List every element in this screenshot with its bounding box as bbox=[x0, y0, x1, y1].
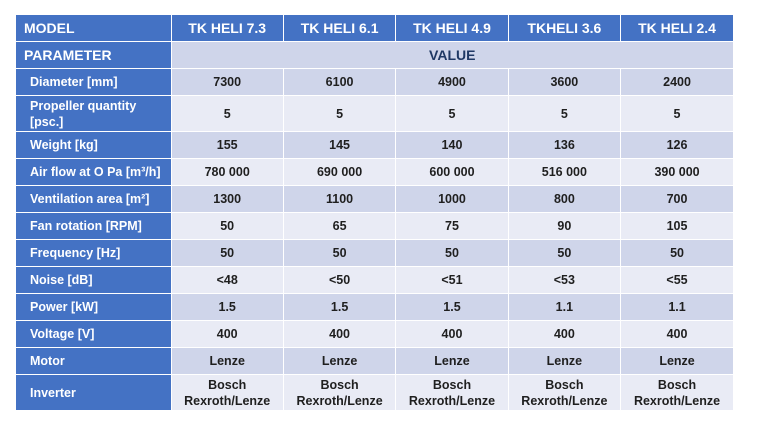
value-cell: 140 bbox=[396, 132, 508, 159]
value-cell: 2400 bbox=[621, 69, 733, 96]
table-row bbox=[16, 294, 733, 321]
value-cell: 126 bbox=[621, 132, 733, 159]
value-cell: 50 bbox=[621, 240, 733, 267]
table-row bbox=[16, 132, 733, 159]
subheader-row bbox=[16, 42, 733, 69]
value-cell: 1300 bbox=[171, 186, 283, 213]
value-cell: Lenze bbox=[508, 348, 620, 375]
value-cell: 90 bbox=[508, 213, 620, 240]
value-cell: 5 bbox=[396, 96, 508, 132]
value-cell: 7300 bbox=[171, 69, 283, 96]
value-cell: 1.5 bbox=[283, 294, 395, 321]
value-cell: 5 bbox=[621, 96, 733, 132]
parameter-label: Inverter bbox=[16, 375, 171, 411]
value-cell: 50 bbox=[396, 240, 508, 267]
value-cell: 50 bbox=[508, 240, 620, 267]
value-cell: 65 bbox=[283, 213, 395, 240]
model-column-header: TK HELI 2.4 bbox=[621, 15, 733, 42]
value-cell: Bosch Rexroth/Lenze bbox=[508, 375, 620, 411]
table-row bbox=[16, 186, 733, 213]
value-cell: 400 bbox=[621, 321, 733, 348]
value-cell: Lenze bbox=[283, 348, 395, 375]
value-cell: 1100 bbox=[283, 186, 395, 213]
value-cell: 5 bbox=[283, 96, 395, 132]
model-column-header: TK HELI 7.3 bbox=[171, 15, 283, 42]
value-cell: <50 bbox=[283, 267, 395, 294]
model-column-header: TK HELI 6.1 bbox=[283, 15, 395, 42]
value-cell: 400 bbox=[171, 321, 283, 348]
value-cell: 75 bbox=[396, 213, 508, 240]
value-cell: 400 bbox=[396, 321, 508, 348]
parameter-label: Propeller quantity [psc.] bbox=[16, 96, 171, 132]
value-cell: <51 bbox=[396, 267, 508, 294]
model-column-header: TKHELI 3.6 bbox=[508, 15, 620, 42]
value-cell: 690 000 bbox=[283, 159, 395, 186]
value-cell: 105 bbox=[621, 213, 733, 240]
value-cell: 6100 bbox=[283, 69, 395, 96]
value-cell: Bosch Rexroth/Lenze bbox=[396, 375, 508, 411]
value-cell: 145 bbox=[283, 132, 395, 159]
value-cell: 780 000 bbox=[171, 159, 283, 186]
parameter-label: Fan rotation [RPM] bbox=[16, 213, 171, 240]
model-column-header: TK HELI 4.9 bbox=[396, 15, 508, 42]
value-cell: 800 bbox=[508, 186, 620, 213]
value-cell: 50 bbox=[171, 213, 283, 240]
value-cell: Bosch Rexroth/Lenze bbox=[621, 375, 733, 411]
value-cell: 400 bbox=[283, 321, 395, 348]
table-row bbox=[16, 159, 733, 186]
value-cell: 516 000 bbox=[508, 159, 620, 186]
spec-table bbox=[16, 15, 733, 411]
table-row bbox=[16, 96, 733, 132]
value-cell: 50 bbox=[283, 240, 395, 267]
parameter-label: Ventilation area [m²] bbox=[16, 186, 171, 213]
parameter-label: Diameter [mm] bbox=[16, 69, 171, 96]
value-cell: 1.5 bbox=[171, 294, 283, 321]
parameter-label: Power [kW] bbox=[16, 294, 171, 321]
value-cell: 600 000 bbox=[396, 159, 508, 186]
value-cell: 1.5 bbox=[396, 294, 508, 321]
parameter-header: PARAMETER bbox=[16, 42, 171, 69]
value-cell: 700 bbox=[621, 186, 733, 213]
value-cell: <55 bbox=[621, 267, 733, 294]
table-row bbox=[16, 240, 733, 267]
value-cell: 5 bbox=[171, 96, 283, 132]
value-cell: Lenze bbox=[171, 348, 283, 375]
parameter-label: Weight [kg] bbox=[16, 132, 171, 159]
table-row bbox=[16, 375, 733, 411]
table-row bbox=[16, 348, 733, 375]
value-cell: 390 000 bbox=[621, 159, 733, 186]
data-rows bbox=[16, 69, 733, 411]
value-cell: 1.1 bbox=[508, 294, 620, 321]
value-cell: <53 bbox=[508, 267, 620, 294]
value-cell: Lenze bbox=[396, 348, 508, 375]
table-row bbox=[16, 213, 733, 240]
model-header: MODEL bbox=[16, 15, 171, 42]
header-row bbox=[16, 15, 733, 42]
value-cell: 400 bbox=[508, 321, 620, 348]
parameter-label: Noise [dB] bbox=[16, 267, 171, 294]
value-cell: Bosch Rexroth/Lenze bbox=[283, 375, 395, 411]
parameter-label: Motor bbox=[16, 348, 171, 375]
value-cell: 50 bbox=[171, 240, 283, 267]
value-cell: Bosch Rexroth/Lenze bbox=[171, 375, 283, 411]
value-cell: 3600 bbox=[508, 69, 620, 96]
parameter-label: Air flow at O Pa [m³/h] bbox=[16, 159, 171, 186]
value-header: VALUE bbox=[171, 42, 733, 69]
table-row bbox=[16, 321, 733, 348]
table-row bbox=[16, 267, 733, 294]
value-cell: Lenze bbox=[621, 348, 733, 375]
parameter-label: Frequency [Hz] bbox=[16, 240, 171, 267]
value-cell: 4900 bbox=[396, 69, 508, 96]
value-cell: 136 bbox=[508, 132, 620, 159]
value-cell: 155 bbox=[171, 132, 283, 159]
value-cell: <48 bbox=[171, 267, 283, 294]
value-cell: 1000 bbox=[396, 186, 508, 213]
value-cell: 1.1 bbox=[621, 294, 733, 321]
parameter-label: Voltage [V] bbox=[16, 321, 171, 348]
value-cell: 5 bbox=[508, 96, 620, 132]
table-row bbox=[16, 69, 733, 96]
